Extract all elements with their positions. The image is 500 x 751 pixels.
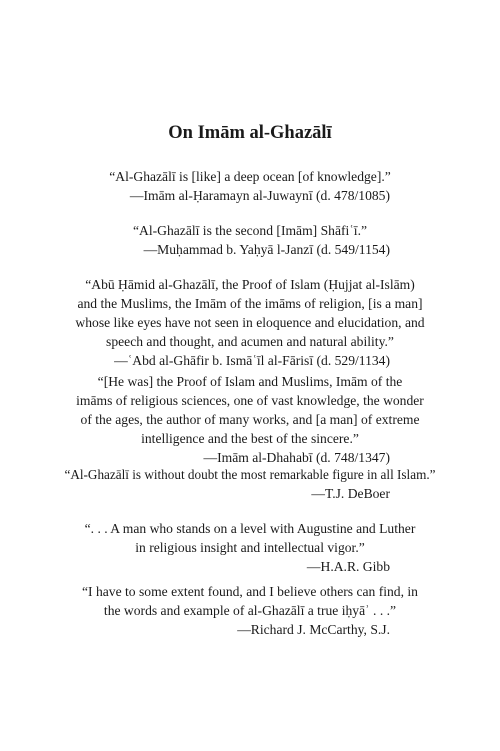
quote-line: “[He was] the Proof of Islam and Muslims, Imām of the xyxy=(97,374,403,389)
quote-block xyxy=(0,372,500,467)
quote-line: of the ages, the author of many works, and [a man] of extreme xyxy=(80,412,420,427)
quote-block xyxy=(0,465,500,503)
quote-block xyxy=(0,221,500,259)
quote-attribution: —T.J. DeBoer xyxy=(311,486,390,501)
quote-line: intelligence and the best of the sincere.” xyxy=(141,431,359,446)
quote-line: in religious insight and intellectual vigor.” xyxy=(135,540,365,555)
quote-attribution: —ʿAbd al-Ghāfir b. Ismāʿīl al-Fārisī (d. 529/1134) xyxy=(114,353,390,368)
quote-block xyxy=(0,167,500,205)
quote-line: and the Muslims, the Imām of the imāms of religion, [is a man] xyxy=(77,296,423,311)
quote-attribution: —Muḥammad b. Yaḥyā l-Janzī (d. 549/1154) xyxy=(143,242,390,257)
quote-line: “. . . A man who stands on a level with Augustine and Luther xyxy=(84,521,416,536)
quote-line: the words and example of al-Ghazālī a true iḥyāʾ . . .” xyxy=(103,603,397,618)
quote-line: “Al-Ghazālī is without doubt the most remarkable figure in all Islam.” xyxy=(64,467,436,482)
quote-attribution: —Imām al-Ḥaramayn al-Juwaynī (d. 478/1085) xyxy=(129,188,390,203)
page-title: On Imām al-Ghazālī xyxy=(168,123,332,143)
quote-attribution: —Imām al-Dhahabī (d. 748/1347) xyxy=(203,450,390,465)
quote-block xyxy=(0,519,500,576)
quote-line: whose like eyes have not seen in eloquence and elucidation, and xyxy=(75,315,425,330)
quote-block xyxy=(0,582,500,639)
quote-line: speech and thought, and acumen and natural ability.” xyxy=(106,334,394,349)
quote-line: “Al-Ghazālī is the second [Imām] Shāfiʿī.” xyxy=(132,223,368,238)
quote-line: imāms of religious sciences, one of vast knowledge, the wonder xyxy=(76,393,424,408)
quote-line: “Al-Ghazālī is [like] a deep ocean [of knowledge].” xyxy=(109,169,391,184)
quote-line: “Abū Ḥāmid al-Ghazālī, the Proof of Islam (Ḥujjat al-Islām) xyxy=(85,277,415,292)
quote-block xyxy=(0,275,500,370)
quote-line: “I have to some extent found, and I believe others can find, in xyxy=(82,584,418,599)
quote-attribution: —Richard J. McCarthy, S.J. xyxy=(237,622,390,637)
quote-attribution: —H.A.R. Gibb xyxy=(306,559,390,574)
